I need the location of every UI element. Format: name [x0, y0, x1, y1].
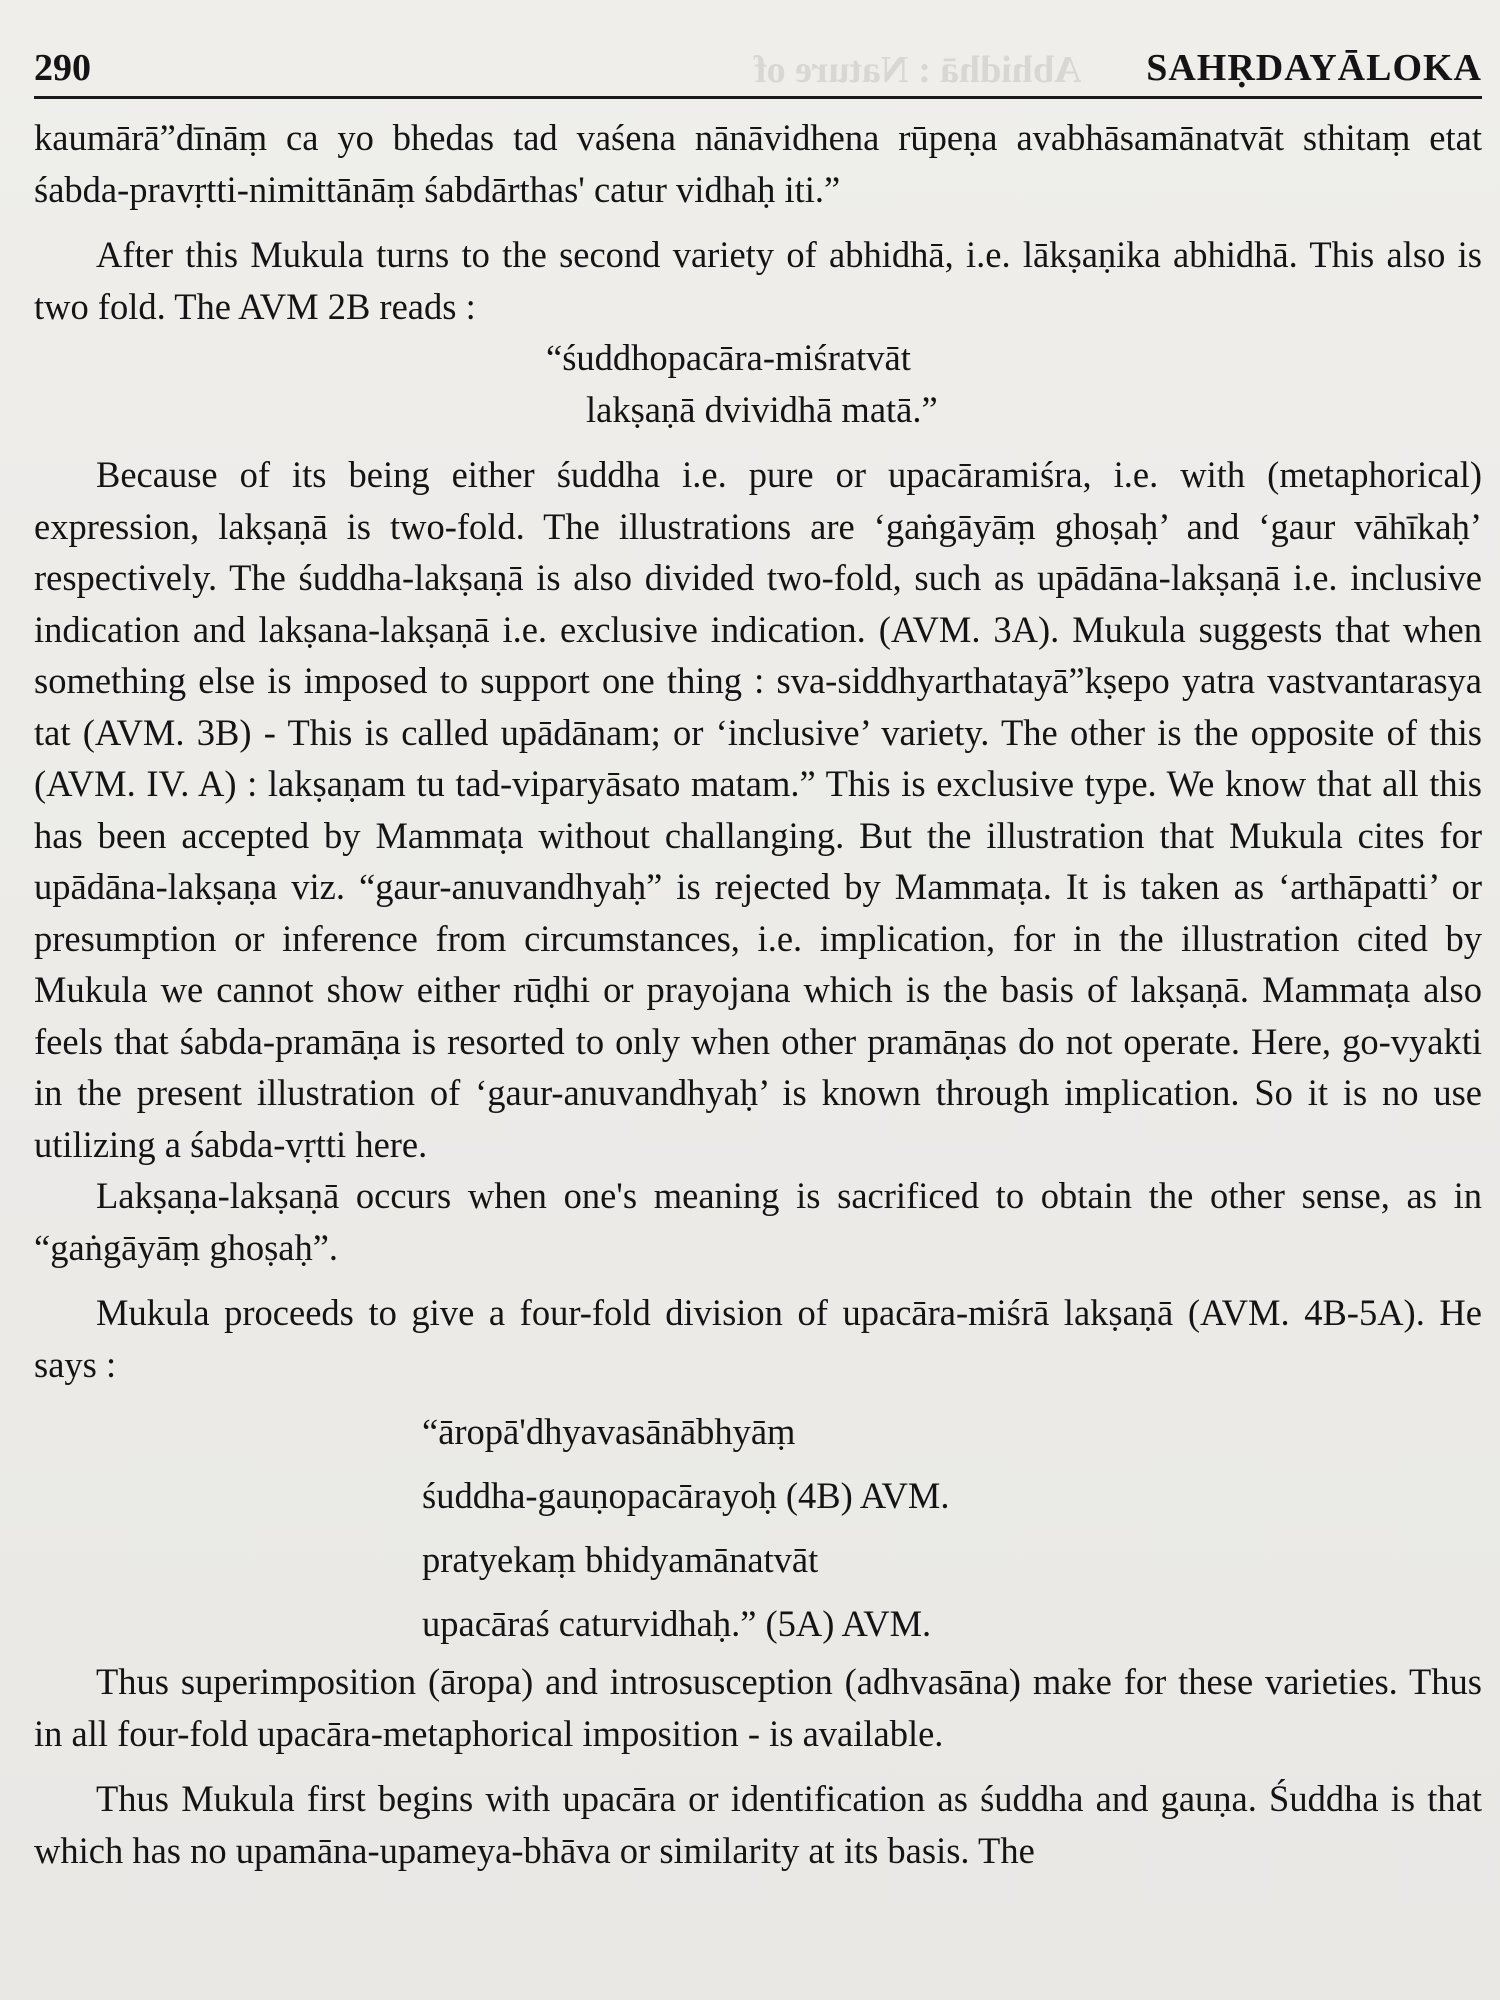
paragraph-four-fold: Mukula proceeds to give a four-fold division of upacāra-miśrā lakṣaṇā (AVM. 4B-5A). He says :	[34, 1292, 1482, 1385]
verse-line: lakṣaṇā dvividhā matā.”	[586, 388, 938, 430]
verse-line: pratyekaṃ bhidyamānatvāt	[422, 1539, 819, 1580]
verse-line: “āropā'dhyavasānābhyāṃ	[422, 1411, 796, 1452]
paragraph-upacara: Thus Mukula first begins with upacāra or identification as śuddha and gauṇa. Śuddha is that which has no upamāna-upameya-bhāva or similarity at its basis. The	[34, 1778, 1482, 1871]
paragraph-superimposition: Thus superimposition (āropa) and introsusception (adhvasāna) make for these varieties. Thus in all four-fold upacāra-metaphorical imposition - is available.	[34, 1661, 1482, 1754]
paragraph-suddha-upacara: Because of its being either śuddha i.e. pure or upacāramiśra, i.e. with (metaphorical) expression, lakṣaṇā is two-fold. The illustrations are ‘gaṅgāyāṃ ghoṣaḥ’ and ‘gaur vāhīkaḥ’ respectively. The śuddha-lakṣaṇā is also divided two-fold, such as upādāna-lakṣaṇā i.e. inclusive indication and lakṣana-lakṣaṇā i.e. exclusive indication. (AVM. 3A). Mukula suggests that when something else is imposed to support one thing : sva-siddhyarthatayā”kṣepo yatra vastvantarasya tat (AVM. 3B) - This is called upādānam; or ‘inclusive’ variety. The other is the opposite of this (AVM. IV. A) : lakṣaṇam tu tad-viparyāsato matam.” This is exclusive type. We know that all this has been accepted by Mammaṭa without challanging. But the illustration that Mukula cites for upādāna-lakṣaṇa viz. “gaur-anuvandhyaḥ” is rejected by Mammaṭa. It is taken as ‘arthāpatti’ or presumption or inference from circumstances, i.e. implication, for in the illustration cited by Mukula we cannot show either rūḍhi or prayojana which is the basis of lakṣaṇā. Mammaṭa also feels that śabda-pramāṇa is resorted to only when other pramāṇas do not operate. Here, go-vyakti in the present illustration of ‘gaur-anuvandhyaḥ’ is known through implication. So it is no use utilizing a śabda-vṛtti here.	[34, 454, 1482, 1165]
body-text	[34, 112, 1482, 1876]
paragraph-laksana-laksana: Lakṣaṇa-lakṣaṇā occurs when one's meaning is sacrificed to obtain the other sense, as in “gaṅgāyāṃ ghoṣaḥ”.	[34, 1175, 1482, 1268]
bleed-through-text: Abhidhā : Nature of	[754, 49, 1082, 91]
page-header	[34, 40, 1482, 99]
verse-line: śuddha-gauṇopacārayoḥ (4B) AVM.	[422, 1475, 950, 1516]
running-title: SAHṚDAYĀLOKA	[1146, 47, 1482, 89]
verse-line: “śuddhopacāra-miśratvāt	[546, 337, 911, 378]
paragraph-continuation: kaumārā”dīnāṃ ca yo bhedas tad vaśena nānāvidhena rūpeṇa avabhāsamānatvāt sthitaṃ etat śabda-pravṛtti-nimittānāṃ śabdārthas' catur vidhaḥ iti.”	[34, 117, 1482, 210]
paragraph-laksanika: After this Mukula turns to the second variety of abhidhā, i.e. lākṣaṇika abhidhā. This also is two fold. The AVM 2B reads :	[34, 234, 1482, 327]
page-number: 290	[34, 47, 91, 89]
verse-line: upacāraś caturvidhaḥ.” (5A) AVM.	[422, 1603, 932, 1644]
